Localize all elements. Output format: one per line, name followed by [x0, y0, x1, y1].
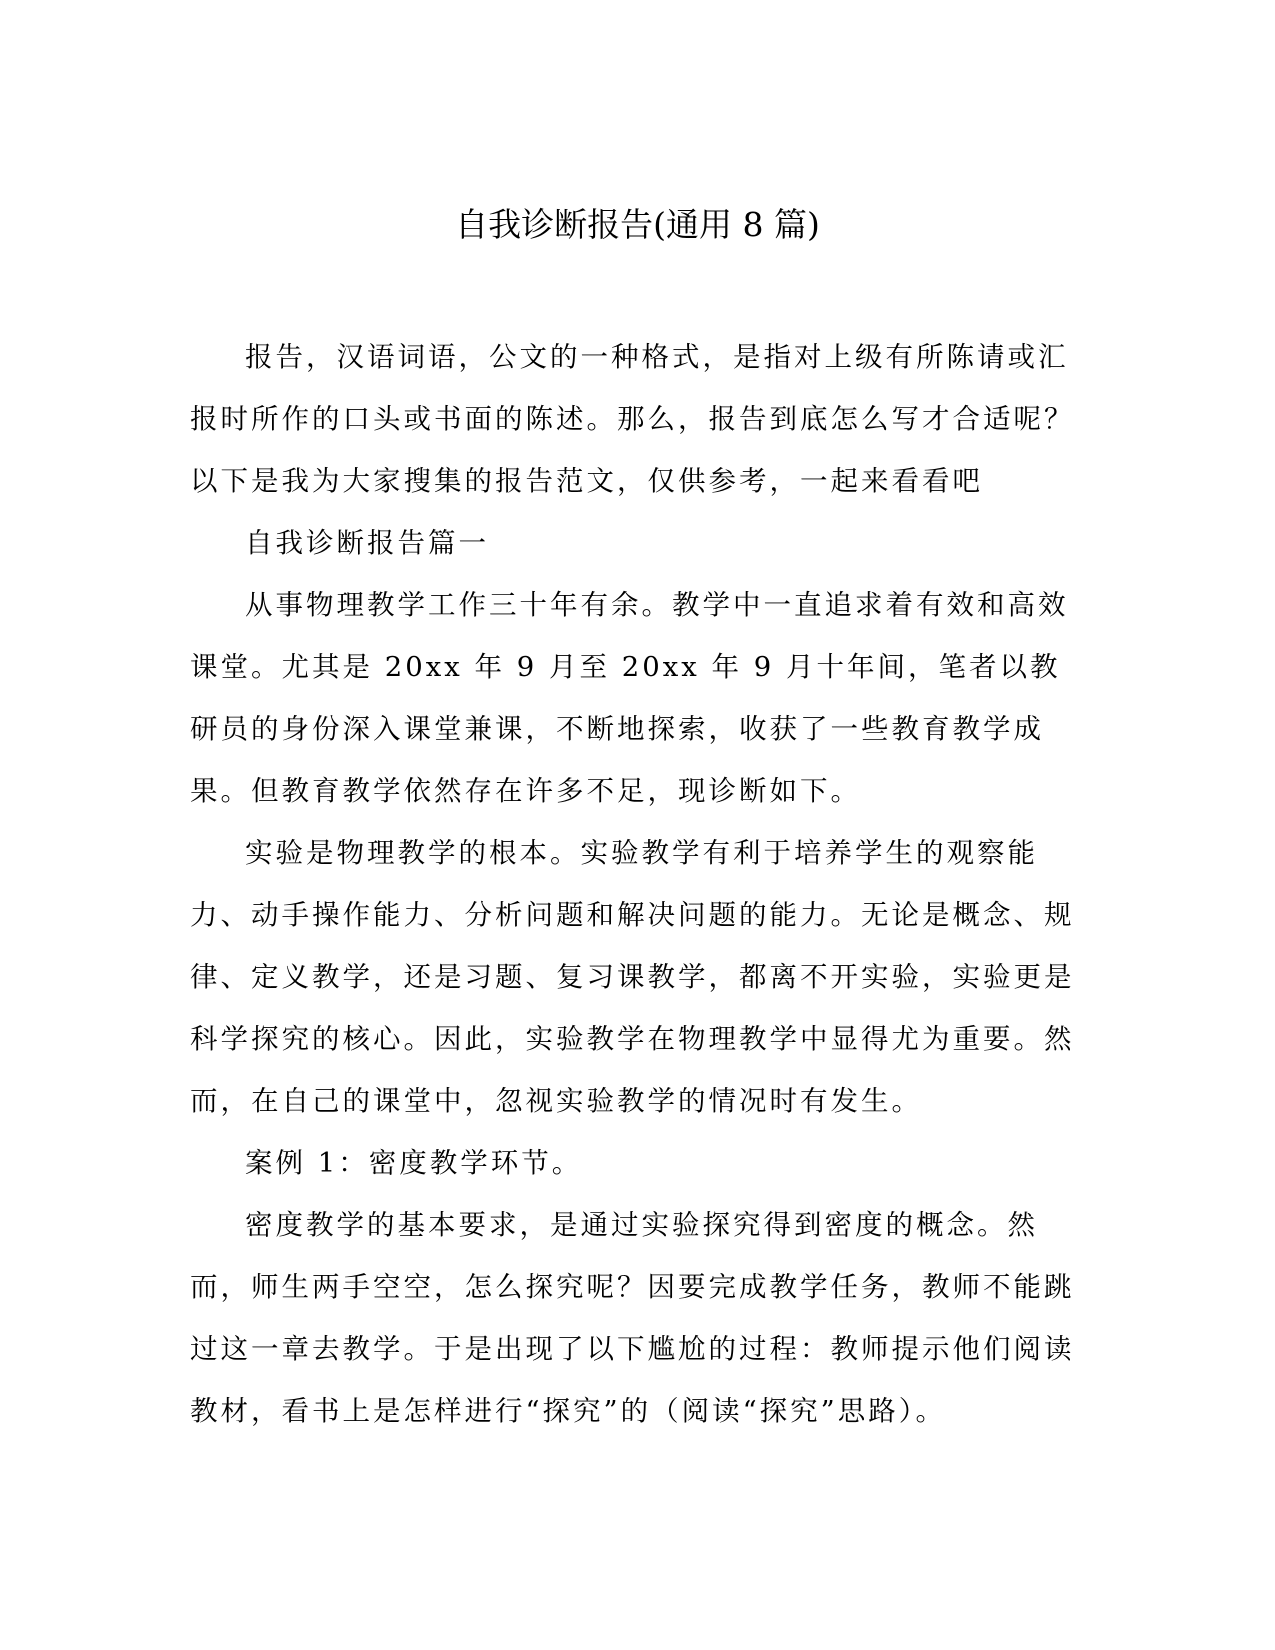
paragraph-experiment: 实验是物理教学的根本。实验教学有利于培养学生的观察能力、动手操作能力、分析问题和解决问题的能力。无论是概念、规律、定义教学，还是习题、复习课教学，都离不开实验，实验更是科学探究的核心。因此，实验教学在物理教学中显得尤为重要。然而，在自己的课堂中，忽视实验教学的情况时有发生。 [190, 837, 1075, 1117]
case-heading: 案例 1：密度教学环节。 [245, 1147, 583, 1179]
paragraph-intro: 报告，汉语词语，公文的一种格式，是指对上级有所陈请或汇报时所作的口头或书面的陈述。那么，报告到底怎么写才合适呢？以下是我为大家搜集的报告范文，仅供参考，一起来看看吧 [190, 341, 1075, 497]
paragraph-density: 密度教学的基本要求，是通过实验探究得到密度的概念。然而，师生两手空空，怎么探究呢？因要完成教学任务，教师不能跳过这一章去教学。于是出现了以下尴尬的过程：教师提示他们阅读教材，看书上是怎样进行“探究”的（阅读“探究”思路）。 [190, 1209, 1075, 1427]
section-heading: 自我诊断报告篇一 [245, 527, 489, 559]
document-title: 自我诊断报告(通用 8 篇) [455, 205, 820, 244]
paragraph-experience: 从事物理教学工作三十年有余。教学中一直追求着有效和高效课堂。尤其是 20xx 年 9 月至 20xx 年 9 月十年间，笔者以教研员的身份深入课堂兼课，不断地探索，收获了一些教育教学成果。但教育教学依然存在许多不足，现诊断如下。 [190, 589, 1069, 807]
document-body [190, 326, 1090, 1442]
